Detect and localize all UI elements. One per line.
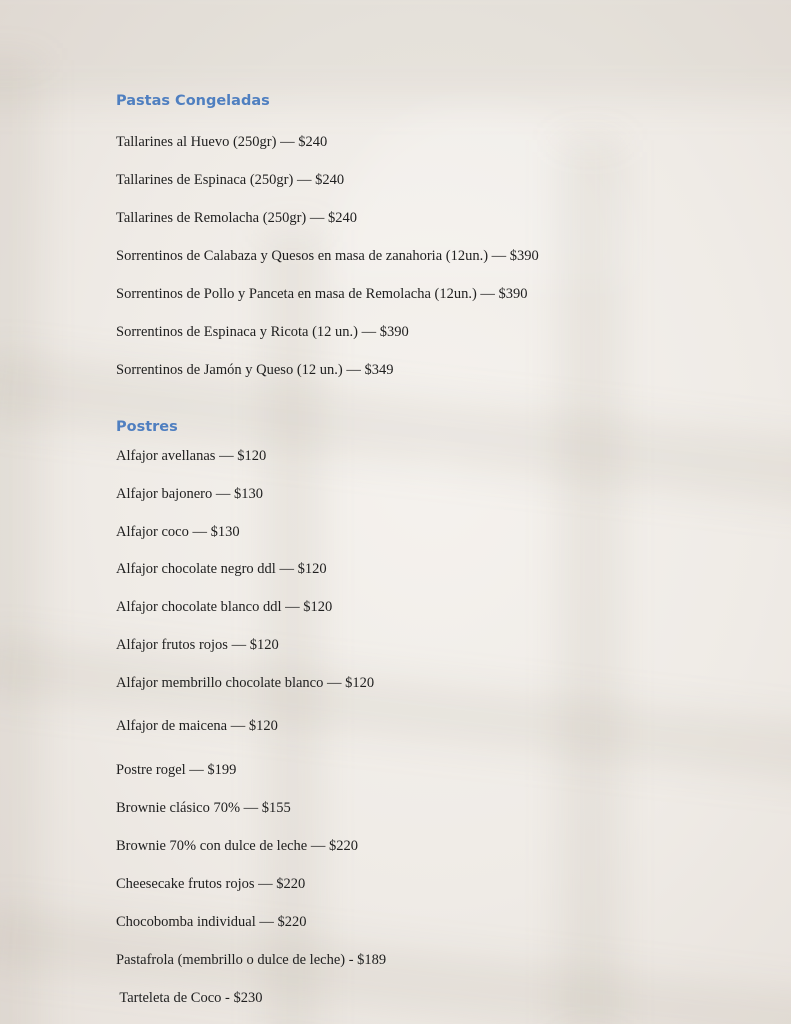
menu-item: Sorrentinos de Pollo y Panceta en masa de Remolacha (12un.) — $390 <box>116 286 528 302</box>
menu-item: Brownie clásico 70% — $155 <box>116 800 291 816</box>
menu-item: Postre rogel — $199 <box>116 762 237 778</box>
menu-item: Sorrentinos de Espinaca y Ricota (12 un.) — $390 <box>116 324 409 340</box>
menu-item: Cheesecake frutos rojos — $220 <box>116 876 306 892</box>
menu-item: Alfajor chocolate blanco ddl — $120 <box>116 599 333 615</box>
menu-item: Alfajor de maicena — $120 <box>116 718 278 734</box>
shadow-left <box>0 60 40 1024</box>
menu-item: Alfajor chocolate negro ddl — $120 <box>116 561 327 577</box>
menu-document <box>116 0 776 1024</box>
menu-item: Chocobomba individual — $220 <box>116 914 307 930</box>
menu-item: Brownie 70% con dulce de leche — $220 <box>116 838 358 854</box>
section-title-pastas-congeladas: Pastas Congeladas <box>116 93 270 109</box>
menu-item: Alfajor coco — $130 <box>116 524 240 540</box>
menu-item: Tallarines de Espinaca (250gr) — $240 <box>116 172 345 188</box>
menu-item: Tarteleta de Coco - $230 <box>116 990 263 1006</box>
menu-item: Sorrentinos de Calabaza y Quesos en masa de zanahoria (12un.) — $390 <box>116 248 539 264</box>
menu-item: Tallarines de Remolacha (250gr) — $240 <box>116 210 357 226</box>
menu-item: Alfajor membrillo chocolate blanco — $120 <box>116 675 375 691</box>
menu-item: Alfajor avellanas — $120 <box>116 448 267 464</box>
section-title-postres: Postres <box>116 419 178 435</box>
menu-item: Alfajor frutos rojos — $120 <box>116 637 279 653</box>
menu-item: Pastafrola (membrillo o dulce de leche) - $189 <box>116 952 387 968</box>
menu-item: Alfajor bajonero — $130 <box>116 486 263 502</box>
menu-item: Sorrentinos de Jamón y Queso (12 un.) — $349 <box>116 362 394 378</box>
menu-item: Tallarines al Huevo (250gr) — $240 <box>116 134 328 150</box>
